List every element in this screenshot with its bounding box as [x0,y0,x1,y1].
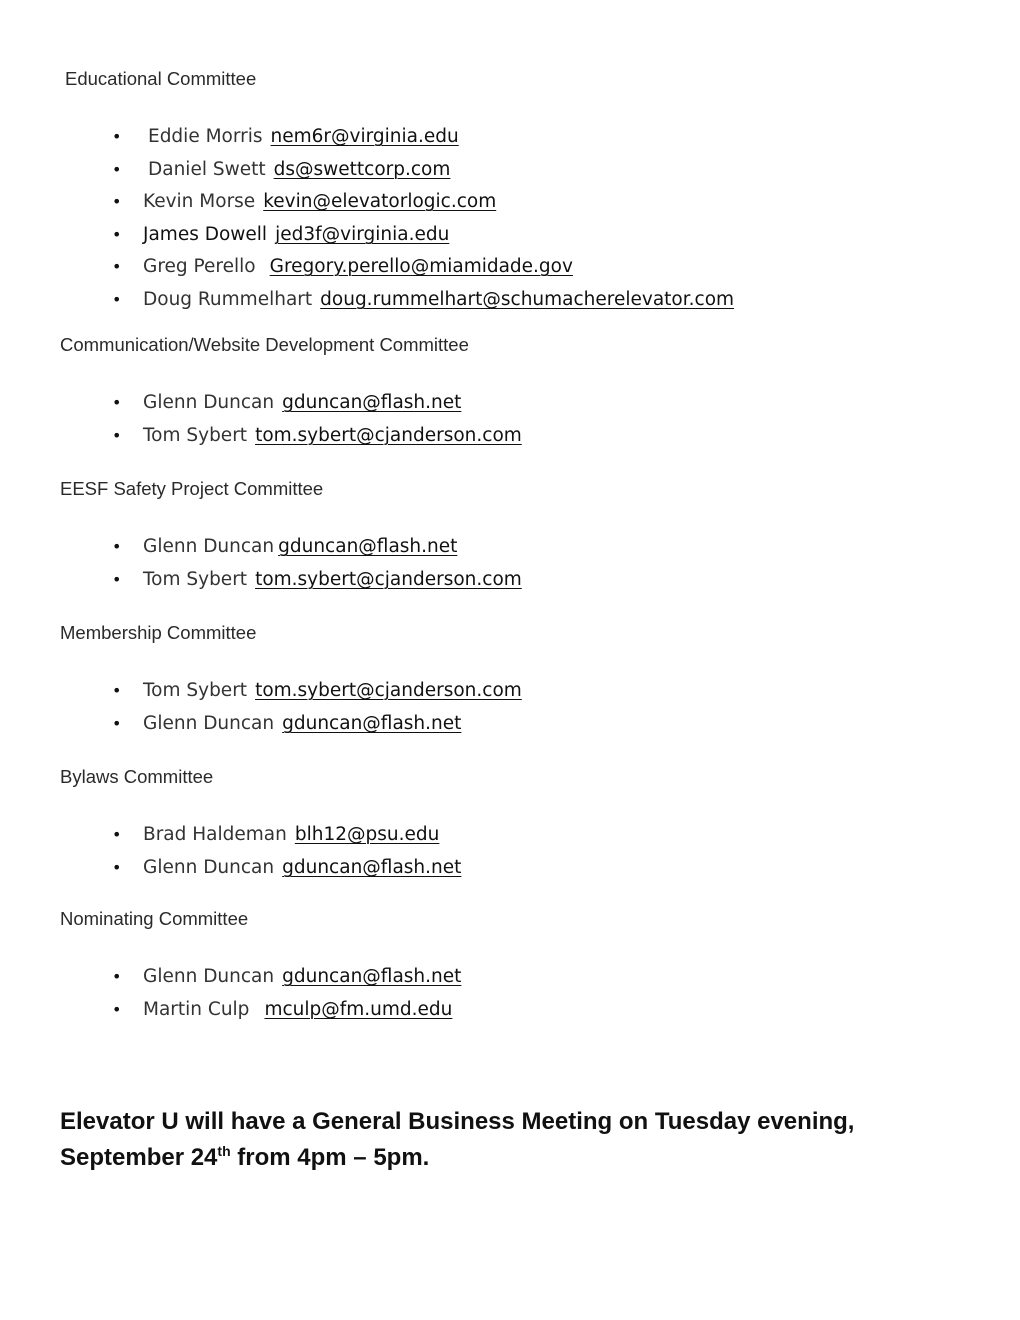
meeting-announcement [60,1104,960,1176]
announcement-line-1: Elevator U will have a General Business Meeting on Tuesday evening, [60,1108,855,1135]
announcement-line-2-end: from 4pm – 5pm. [230,1144,430,1171]
member-name: Glenn Duncan [143,857,275,878]
announcement-line-2-start: September 24 [60,1144,218,1171]
member-name: Greg Perello [143,256,256,277]
member-email-link[interactable]: gduncan@flash.net [282,966,462,987]
member-email-link[interactable]: Gregory.perello@miamidade.gov [269,256,573,277]
member-name: Tom Sybert [143,680,248,701]
member-name: Eddie Morris [148,126,263,147]
bullet-icon: • [112,537,122,556]
bullet-icon: • [112,825,122,844]
bullet-icon: • [112,290,122,309]
member-email-link[interactable]: mculp@fm.umd.edu [264,999,453,1020]
committee-heading-communication: Communication/Website Development Committee [60,334,469,355]
member-name: Doug Rummelhart [143,289,313,310]
member-email-link[interactable]: tom.sybert@cjanderson.com [255,569,522,590]
member-email-link[interactable]: tom.sybert@cjanderson.com [255,680,522,701]
member-name: Glenn Duncan [143,966,275,987]
member-email-link[interactable]: gduncan@flash.net [278,536,458,557]
member-email-link[interactable]: gduncan@flash.net [282,857,462,878]
member-name: Martin Culp [143,999,250,1020]
member-name: Glenn Duncan [143,713,275,734]
bullet-icon: • [112,192,122,211]
member-email-link[interactable]: jed3f@virginia.edu [275,224,450,245]
announcement-date-suffix: th [217,1143,231,1159]
bullet-icon: • [112,967,122,986]
member-name: Daniel Swett [148,159,266,180]
member-email-link[interactable]: gduncan@flash.net [282,713,462,734]
member-name: Brad Haldeman [143,824,287,845]
bullet-icon: • [112,681,122,700]
bullet-icon: • [112,160,122,179]
bullet-icon: • [112,426,122,445]
member-name: Tom Sybert [143,425,248,446]
member-name: Glenn Duncan [143,536,275,557]
member-email-link[interactable]: gduncan@flash.net [282,392,462,413]
member-email-link[interactable]: kevin@elevatorlogic.com [263,191,497,212]
member-email-link[interactable]: ds@swettcorp.com [273,159,451,180]
bullet-icon: • [112,127,122,146]
committee-heading-eesf-safety: EESF Safety Project Committee [60,478,324,499]
committee-heading-educational: Educational Committee [65,68,257,89]
bullet-icon: • [112,1000,122,1019]
bullet-icon: • [112,257,122,276]
committee-heading-nominating: Nominating Committee [60,908,249,929]
member-name: Kevin Morse [143,191,256,212]
bullet-icon: • [112,225,122,244]
committee-heading-membership: Membership Committee [60,622,257,643]
committee-heading-bylaws: Bylaws Committee [60,766,214,787]
bullet-icon: • [112,570,122,589]
member-email-link[interactable]: blh12@psu.edu [294,824,440,845]
member-email-link[interactable]: doug.rummelhart@schumacherelevator.com [320,289,735,310]
bullet-icon: • [112,393,122,412]
bullet-icon: • [112,714,122,733]
member-name: Glenn Duncan [143,392,275,413]
member-email-link[interactable]: tom.sybert@cjanderson.com [255,425,522,446]
member-name: James Dowell [143,224,268,245]
bullet-icon: • [112,858,122,877]
member-email-link[interactable]: nem6r@virginia.edu [270,126,459,147]
member-name: Tom Sybert [143,569,248,590]
